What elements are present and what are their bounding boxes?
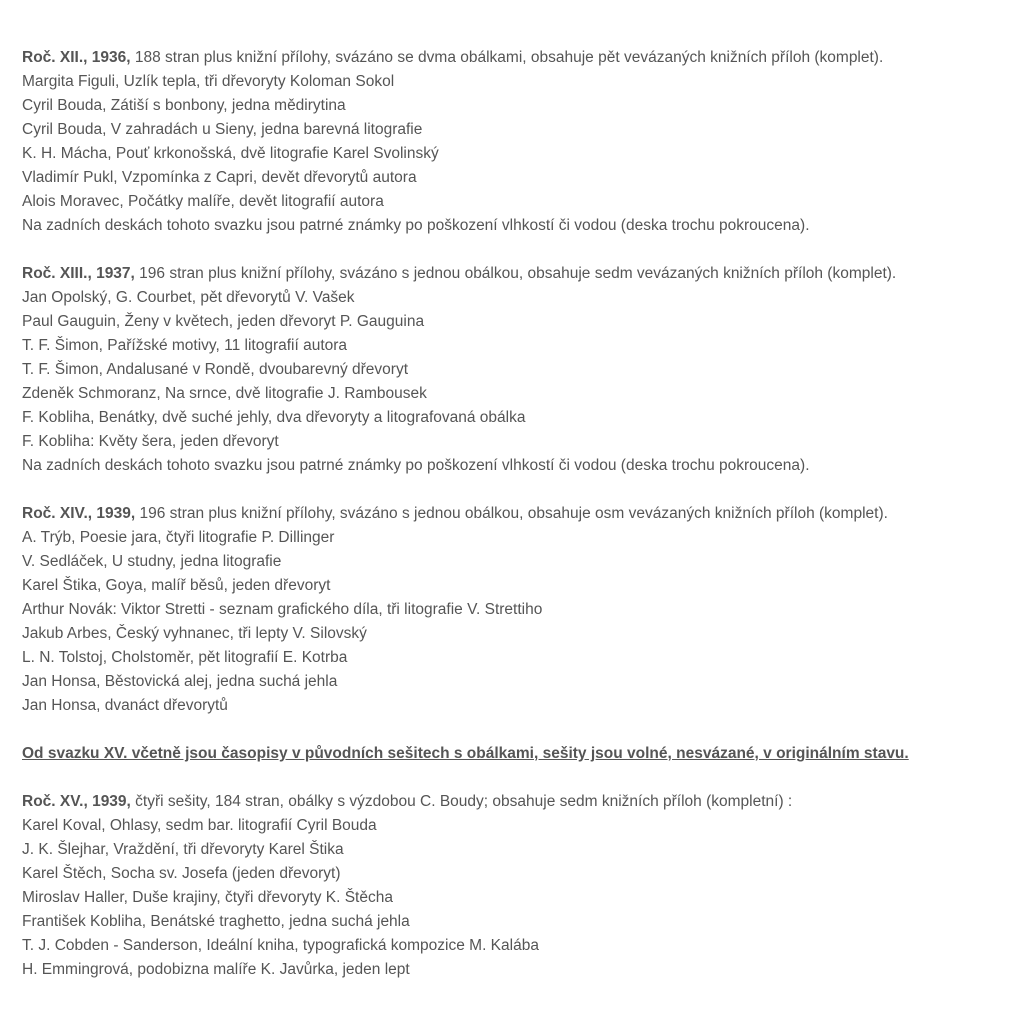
list-item: T. F. Šimon, Andalusané v Rondě, dvoubarevný dřevoryt <box>22 361 408 378</box>
list-item: Jakub Arbes, Český vyhnanec, tři lepty V. Silovský <box>22 625 367 642</box>
document-body <box>22 46 1012 1006</box>
list-item: Karel Štěch, Socha sv. Josefa (jeden dřevoryt) <box>22 865 341 882</box>
volume-summary: čtyři sešity, 184 stran, obálky s výzdobou C. Boudy; obsahuje sedm knižních příloh (kompletní) : <box>130 793 793 810</box>
list-item: Paul Gauguin, Ženy v květech, jeden dřevoryt P. Gauguina <box>22 313 425 330</box>
list-item: Cyril Bouda, V zahradách u Sieny, jedna barevná litografie <box>22 121 423 138</box>
list-item: F. Kobliha: Květy šera, jeden dřevoryt <box>22 433 279 450</box>
list-item: A. Trýb, Poesie jara, čtyři litografie P. Dillinger <box>22 529 335 546</box>
list-item: Vladimír Pukl, Vzpomínka z Capri, devět dřevorytů autora <box>22 169 417 186</box>
volume-summary: 196 stran plus knižní přílohy, svázáno s jednou obálkou, obsahuje sedm vevázaných knižních příloh (komplet). <box>134 265 897 282</box>
list-item: Karel Koval, Ohlasy, sedm bar. litografií Cyril Bouda <box>22 817 377 834</box>
list-item: Cyril Bouda, Zátiší s bonbony, jedna mědirytina <box>22 97 346 114</box>
volume-heading: Roč. XV., 1939, <box>22 793 131 810</box>
list-item: K. H. Mácha, Pouť krkonošská, dvě litografie Karel Svolinský <box>22 145 439 162</box>
list-item: Jan Honsa, dvanáct dřevorytů <box>22 697 228 714</box>
list-item: Margita Figuli, Uzlík tepla, tři dřevoryty Koloman Sokol <box>22 73 395 90</box>
list-item: Zdeněk Schmoranz, Na srnce, dvě litografie J. Rambousek <box>22 385 427 402</box>
volume-header <box>22 46 1012 70</box>
volume-section-xii <box>22 46 1012 238</box>
list-item: F. Kobliha, Benátky, dvě suché jehly, dva dřevoryty a litografovaná obálka <box>22 409 526 426</box>
list-item: H. Emmingrová, podobizna malíře K. Javůrka, jeden lept <box>22 961 410 978</box>
list-item: Jan Opolský, G. Courbet, pět dřevorytů V. Vašek <box>22 289 355 306</box>
volume-heading: Roč. XII., 1936, <box>22 49 131 66</box>
condition-note: Na zadních deskách tohoto svazku jsou patrné známky po poškození vlhkostí či vodou (deska trochu pokroucena). <box>22 457 810 474</box>
list-item: František Kobliha, Benátské traghetto, jedna suchá jehla <box>22 913 410 930</box>
list-item: T. F. Šimon, Pařížské motivy, 11 litografií autora <box>22 337 348 354</box>
volume-section-xiv <box>22 502 1012 718</box>
list-item: V. Sedláček, U studny, jedna litografie <box>22 553 282 570</box>
condition-note: Na zadních deskách tohoto svazku jsou patrné známky po poškození vlhkostí či vodou (deska trochu pokroucena). <box>22 217 810 234</box>
volume-section-xiii <box>22 262 1012 478</box>
volume-header <box>22 790 1012 814</box>
list-item: Karel Štika, Goya, malíř běsů, jeden dřevoryt <box>22 577 331 594</box>
list-item: Alois Moravec, Počátky malíře, devět litografií autora <box>22 193 384 210</box>
volume-header <box>22 262 1012 286</box>
list-item: T. J. Cobden - Sanderson, Ideální kniha, typografická kompozice M. Kalába <box>22 937 539 954</box>
volume-summary: 196 stran plus knižní přílohy, svázáno s jednou obálkou, obsahuje osm vevázaných knižních příloh (komplet). <box>135 505 888 522</box>
list-item: Miroslav Haller, Duše krajiny, čtyři dřevoryty K. Štěcha <box>22 889 393 906</box>
volume-header <box>22 502 1012 526</box>
volume-summary: 188 stran plus knižní přílohy, svázáno se dvma obálkami, obsahuje pět vevázaných knižních příloh (komplet). <box>130 49 884 66</box>
volume-heading: Roč. XIV., 1939, <box>22 505 136 522</box>
volume-section-xv <box>22 790 1012 982</box>
list-item: Arthur Novák: Viktor Stretti - seznam grafického díla, tři litografie V. Strettiho <box>22 601 543 618</box>
series-notice: Od svazku XV. včetně jsou časopisy v původních sešitech s obálkami, sešity jsou volné, nesvázané, v originálním stavu. <box>22 745 909 762</box>
list-item: Jan Honsa, Běstovická alej, jedna suchá jehla <box>22 673 338 690</box>
volume-heading: Roč. XIII., 1937, <box>22 265 135 282</box>
list-item: J. K. Šlejhar, Vraždění, tři dřevoryty Karel Štika <box>22 841 344 858</box>
list-item: L. N. Tolstoj, Cholstoměr, pět litografií E. Kotrba <box>22 649 348 666</box>
